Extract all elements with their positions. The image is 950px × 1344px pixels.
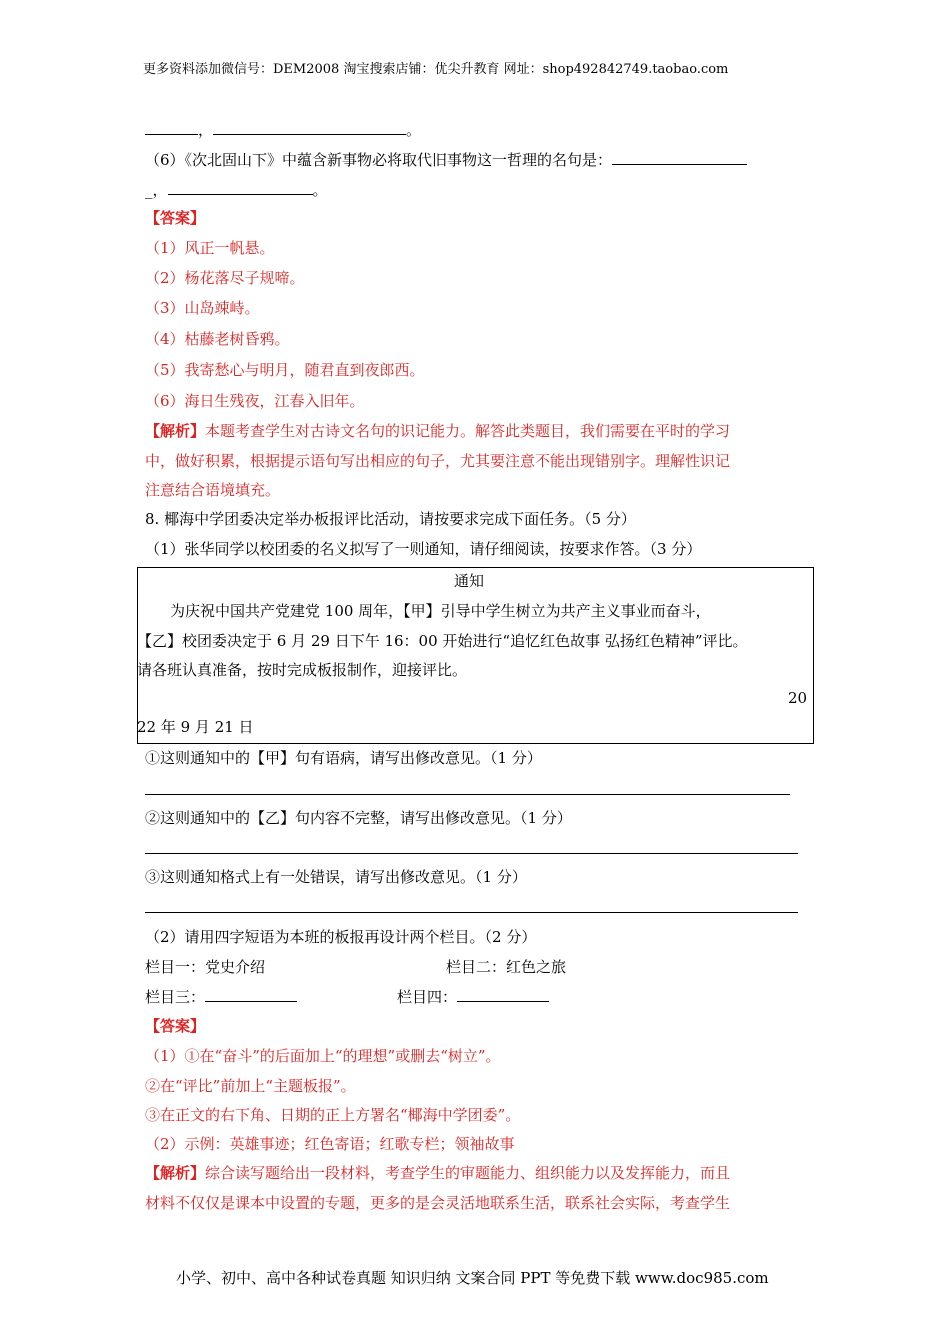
question-8-sub-2: （2）请用四字短语为本班的板报再设计两个栏目。（2 分）	[145, 928, 537, 946]
answer-item: （6）海日生残夜，江春入旧年。	[145, 392, 365, 410]
analysis-line-2: 中，做好积累，根据提示语句写出相应的句子，尤其要注意不能出现错别字。理解性识记	[145, 452, 731, 470]
continuation-mark: _，	[145, 181, 168, 199]
column-2: 栏目二：红色之旅	[446, 958, 567, 976]
sub-question-2: ②这则通知中的【乙】句内容不完整，请写出修改意见。（1 分）	[145, 809, 572, 827]
answer-line[interactable]	[145, 853, 798, 854]
column-3	[145, 986, 297, 1007]
comma: ，	[198, 121, 214, 139]
answer-line[interactable]	[145, 912, 798, 913]
notice-line-2: 【乙】校团委决定于 6 月 29 日下午 16：00 开始进行“追忆红色故事 弘扬红色精神”评比。	[137, 632, 748, 650]
analysis-line-1	[145, 1163, 730, 1183]
answer-line[interactable]	[145, 794, 790, 795]
sub-question-1: ①这则通知中的【甲】句有语病，请写出修改意见。（1 分）	[145, 749, 542, 767]
answer-blank[interactable]	[612, 149, 747, 165]
fill-blank-line-top	[145, 119, 421, 140]
column-4-label: 栏目四：	[397, 988, 458, 1006]
answer-blank[interactable]	[168, 179, 313, 195]
answer-item: （1）①在“奋斗”的后面加上“的理想”或删去“树立”。	[145, 1047, 501, 1065]
column-3-label: 栏目三：	[145, 988, 206, 1006]
answer-item: ③在正文的右下角、日期的正上方署名“椰海中学团委”。	[145, 1106, 521, 1124]
analysis-text: 本题考查学生对古诗文名句的识记能力。解答此类题目，我们需要在平时的学习	[205, 422, 731, 440]
answer-blank[interactable]	[205, 986, 297, 1002]
column-4	[397, 986, 549, 1007]
page-footer: 小学、初中、高中各种试卷真题 知识归纳 文案合同 PPT 等免费下载 www.doc985.com	[176, 1269, 769, 1287]
notice-line-1: 为庆祝中国共产党建党 100 周年，【甲】引导中学生树立为共产主义事业而奋斗，	[170, 602, 711, 620]
question-8-title: 8. 椰海中学团委决定举办板报评比活动，请按要求完成下面任务。（5 分）	[145, 510, 636, 528]
page-header: 更多资料添加微信号：DEM2008 淘宝搜索店铺：优尖升教育 网址：shop492842749.taobao.com	[143, 62, 729, 77]
notice-title: 通知	[454, 572, 485, 590]
period: 。	[406, 121, 422, 139]
answer-item: （2）示例：英雄事迹；红色寄语；红歌专栏；领袖故事	[145, 1135, 515, 1153]
analysis-label: 【解析】	[145, 422, 206, 440]
period: 。	[312, 181, 328, 199]
answer-label: 【答案】	[145, 209, 206, 227]
answer-blank[interactable]	[145, 119, 198, 135]
answer-item: （5）我寄愁心与明月，随君直到夜郎西。	[145, 361, 425, 379]
analysis-line-3: 注意结合语境填充。	[145, 481, 281, 499]
answer-label: 【答案】	[145, 1017, 206, 1035]
notice-line-3: 请各班认真准备，按时完成板报制作，迎接评比。	[137, 661, 468, 679]
question-6-continued	[145, 179, 328, 200]
question-6-text: （6）《次北固山下》中蕴含新事物必将取代旧事物这一哲理的名句是：	[145, 151, 613, 169]
column-1: 栏目一：党史介绍	[145, 958, 266, 976]
answer-item: （2）杨花落尽子规啼。	[145, 269, 305, 287]
analysis-text: 综合读写题给出一段材料，考查学生的审题能力、组织能力以及发挥能力，而且	[205, 1164, 731, 1182]
question-6	[145, 149, 747, 170]
analysis-label: 【解析】	[145, 1164, 206, 1182]
analysis-line-2: 材料不仅仅是课本中设置的专题，更多的是会灵活地联系生活，联系社会实际，考查学生	[145, 1194, 731, 1212]
answer-item: ②在“评比”前加上“主题板报”。	[145, 1077, 356, 1095]
notice-date-part-2: 22 年 9 月 21 日	[137, 718, 254, 736]
question-8-sub-1: （1）张华同学以校团委的名义拟写了一则通知，请仔细阅读，按要求作答。（3 分）	[145, 540, 702, 558]
answer-blank[interactable]	[457, 986, 549, 1002]
sub-question-3: ③这则通知格式上有一处错误，请写出修改意见。（1 分）	[145, 868, 527, 886]
answer-item: （4）枯藤老树昏鸦。	[145, 330, 290, 348]
answer-blank[interactable]	[213, 119, 406, 135]
notice-date-part-1: 20	[788, 689, 808, 707]
analysis-line-1	[145, 421, 730, 441]
answer-item: （1）风正一帆悬。	[145, 239, 275, 257]
answer-item: （3）山岛竦峙。	[145, 299, 260, 317]
